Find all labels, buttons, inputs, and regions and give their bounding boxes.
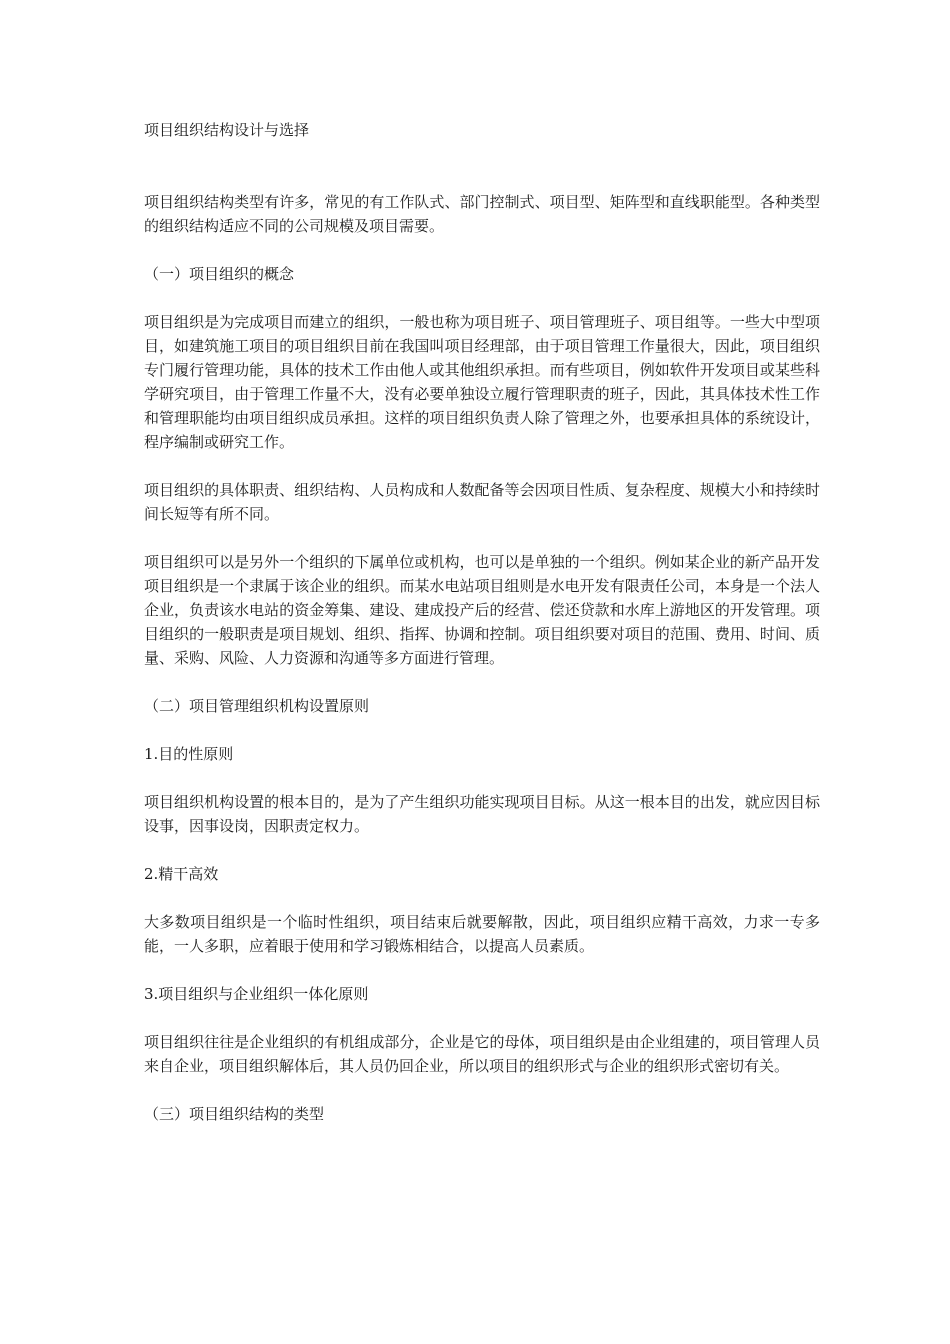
principle-heading-1: 1.目的性原则 xyxy=(144,745,234,763)
paragraph-concept: 项目组织是为完成项目而建立的组织，一般也称为项目班子、项目管理班子、项目组等。一些大中型项目，如建筑施工项目的项目组织目前在我国叫项目经理部，由于项目管理工作量很大，因此，项目组织专门履行管理功能，具体的技术工作由他人或其他组织承担。而有些项目，例如软件开发项目或某些科学研究项目，由于管理工作量不大，没有必要单独设立履行管理职责的班子，因此，其具体技术性工作和管理职能均由项目组织成员承担。这样的项目组织负责人除了管理之外，也要承担具体的系统设计，程序编制或研究工作。 xyxy=(144,313,820,451)
paragraph-intro: 项目组织结构类型有许多，常见的有工作队式、部门控制式、项目型、矩阵型和直线职能型。各种类型的组织结构适应不同的公司规模及项目需要。 xyxy=(144,193,820,235)
paragraph-purpose: 项目组织机构设置的根本目的，是为了产生组织功能实现项目目标。从这一根本目的出发，就应因目标设事，因事设岗，因职责定权力。 xyxy=(144,793,820,835)
document-title: 项目组织结构设计与选择 xyxy=(144,121,310,139)
principle-heading-3: 3.项目组织与企业组织一体化原则 xyxy=(144,985,369,1003)
section-heading-2: （二）项目管理组织机构设置原则 xyxy=(144,697,370,715)
paragraph-duties: 项目组织的具体职责、组织结构、人员构成和人数配备等会因项目性质、复杂程度、规模大小和持续时间长短等有所不同。 xyxy=(144,481,820,523)
document-page xyxy=(144,118,820,1150)
section-heading-3: （三）项目组织结构的类型 xyxy=(144,1105,325,1123)
paragraph-subordinate: 项目组织可以是另外一个组织的下属单位或机构，也可以是单独的一个组织。例如某企业的新产品开发项目组织是一个隶属于该企业的组织。而某水电站项目组则是水电开发有限责任公司，本身是一个法人企业，负责该水电站的资金筹集、建设、建成投产后的经营、偿还贷款和水库上游地区的开发管理。项目组织的一般职责是项目规划、组织、指挥、协调和控制。项目组织要对项目的范围、费用、时间、质量、采购、风险、人力资源和沟通等多方面进行管理。 xyxy=(144,553,820,667)
paragraph-efficiency: 大多数项目组织是一个临时性组织，项目结束后就要解散，因此，项目组织应精干高效，力求一专多能，一人多职，应着眼于使用和学习锻炼相结合，以提高人员素质。 xyxy=(144,913,820,955)
principle-heading-2: 2.精干高效 xyxy=(144,865,219,883)
paragraph-integration: 项目组织往往是企业组织的有机组成部分，企业是它的母体，项目组织是由企业组建的，项目管理人员来自企业，项目组织解体后，其人员仍回企业，所以项目的组织形式与企业的组织形式密切有关。 xyxy=(144,1033,820,1075)
section-heading-1: （一）项目组织的概念 xyxy=(144,265,295,283)
